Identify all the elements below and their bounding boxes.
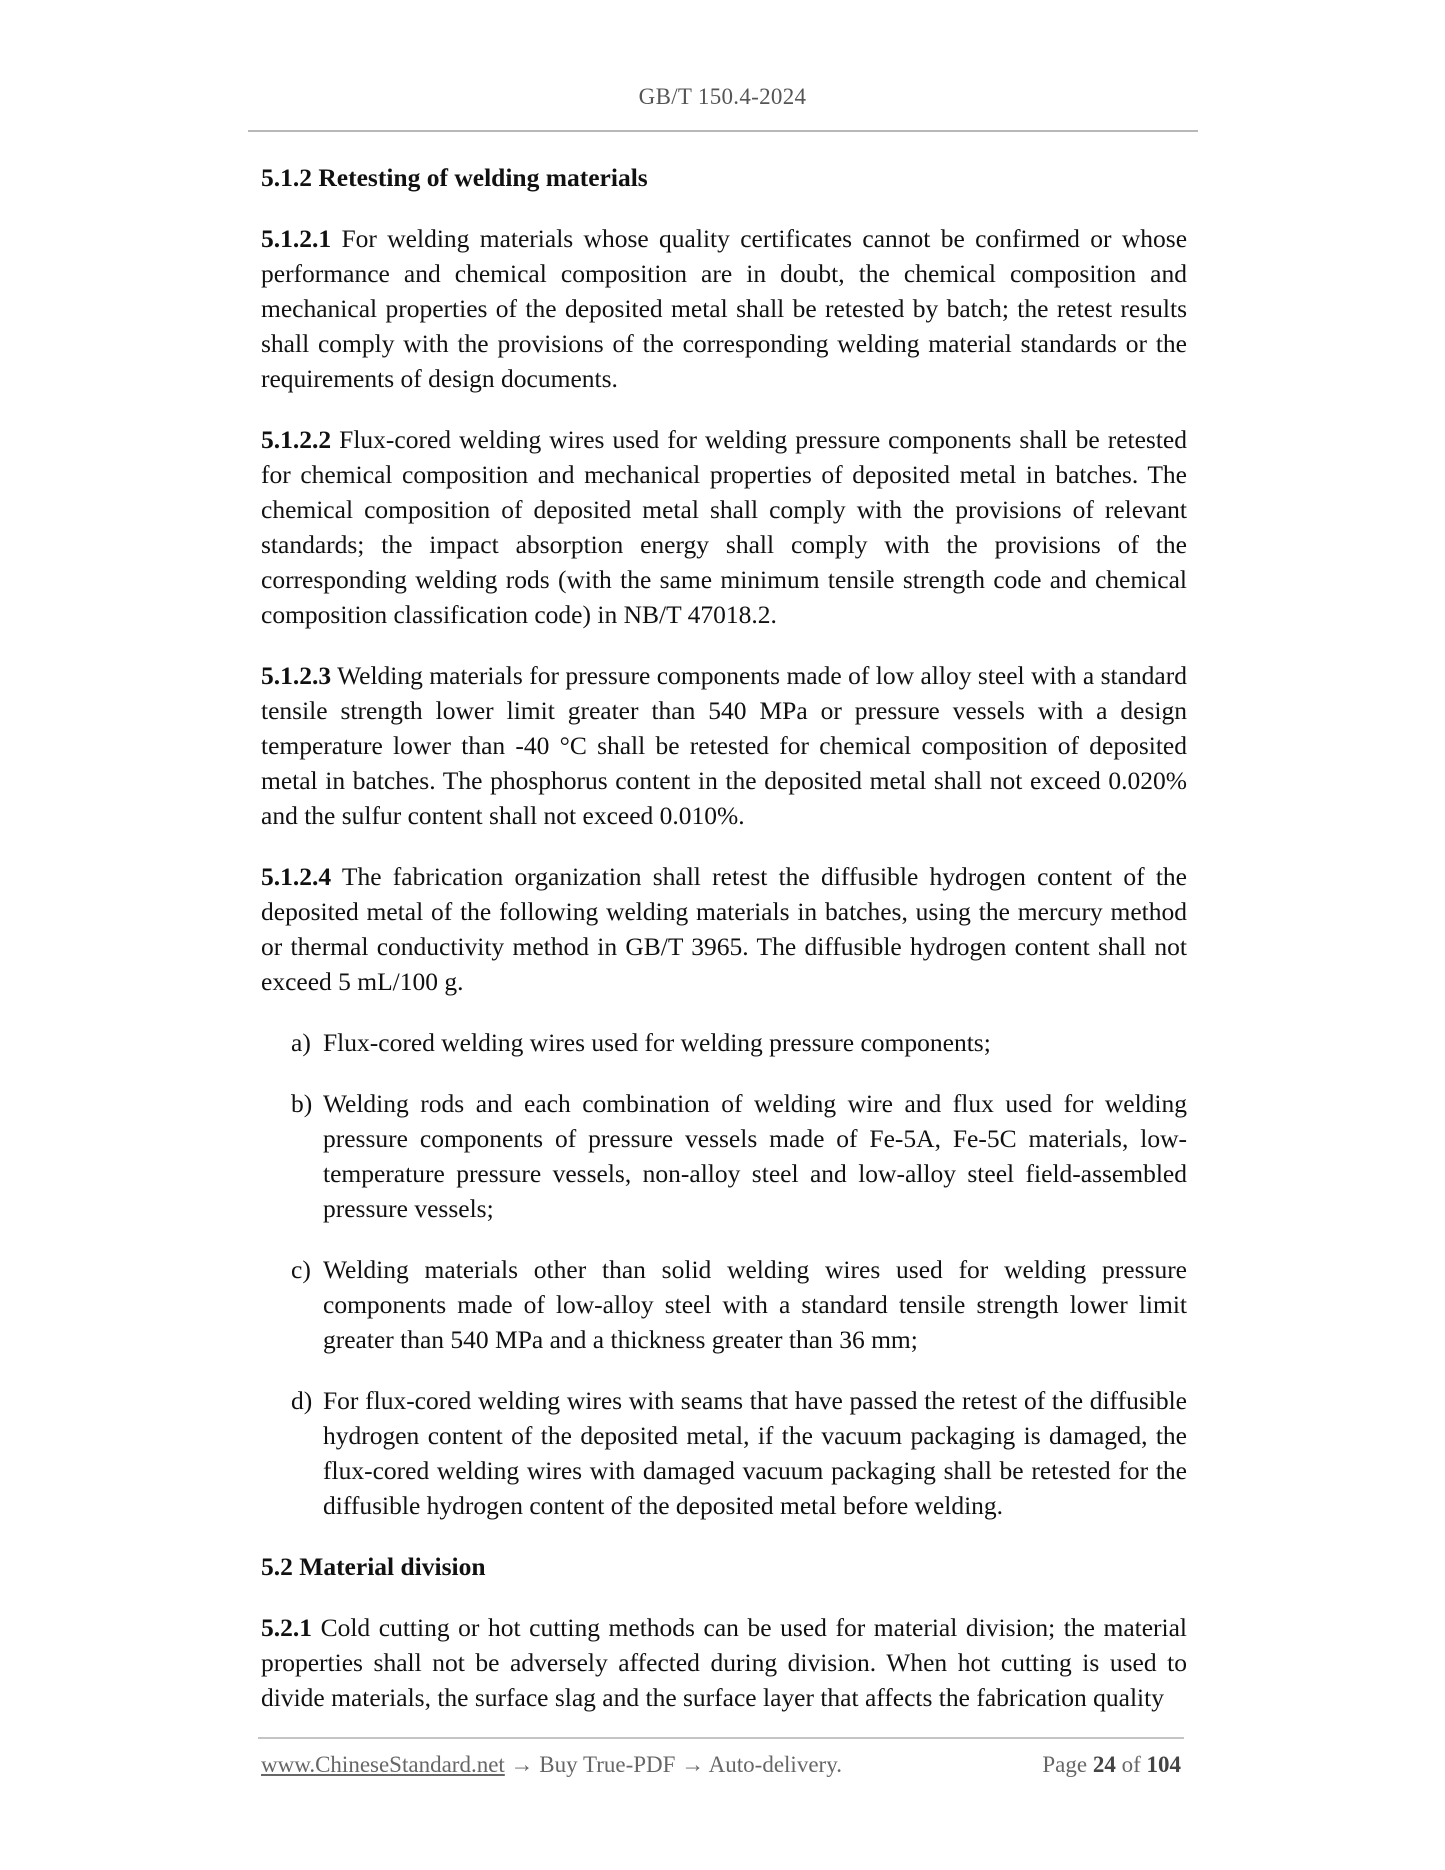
list-item-text: Welding materials other than solid welding wires used for welding pressure components made of low-alloy steel with a standard tensile strength lower limit greater than 540 MPa and a thickness greater than 36 mm; (323, 1255, 1187, 1354)
website-link[interactable]: www.ChineseStandard.net (261, 1752, 505, 1777)
of-label: of (1121, 1752, 1141, 1777)
footer-promo (261, 1752, 842, 1778)
clause-5-1-2-1 (261, 221, 1187, 396)
page-number: 24 (1092, 1752, 1116, 1777)
clause-5-1-2-2 (261, 422, 1187, 632)
list-item (291, 1086, 1187, 1226)
section-heading-5-1-2: 5.1.2 Retesting of welding materials (261, 163, 648, 192)
list-item-label: d) (291, 1386, 313, 1415)
list-item-label: c) (291, 1255, 311, 1284)
list-item-text: Flux-cored welding wires used for welding pressure components; (323, 1028, 991, 1057)
list-item-text: Welding rods and each combination of welding wire and flux used for welding pressure components of pressure vessels made of Fe-5A, Fe-5C materials, low-temperature pressure vessels, non-alloy steel and low-alloy steel field-assembled pressure vessels; (323, 1089, 1187, 1223)
list-item (291, 1252, 1187, 1357)
clause-number: 5.1.2.1 (261, 224, 332, 253)
clause-text: For welding materials whose quality certificates cannot be confirmed or whose performance and chemical composition are in doubt, the chemical composition and mechanical properties of the deposited metal shall be retested by batch; the retest results shall comply with the provisions of the corresponding welding material standards or the requirements of design documents. (261, 224, 1188, 393)
page-label: Page (1042, 1752, 1088, 1777)
clause-number: 5.1.2.4 (261, 862, 332, 891)
clause-5-1-2-3 (261, 658, 1187, 833)
list-item-text: For flux-cored welding wires with seams that have passed the retest of the diffusible hydrogen content of the deposited metal, if the vacuum packaging is damaged, the flux-cored welding wires with damaged vacuum packaging shall be retested for the diffusible hydrogen content of the deposited metal before welding. (323, 1386, 1187, 1520)
document-header: GB/T 150.4-2024 (638, 84, 807, 109)
buy-pdf-text: Buy True-PDF (539, 1752, 676, 1777)
clause-text: Flux-cored welding wires used for welding pressure components shall be retested for chemical composition and mechanical properties of deposited metal in batches. The chemical composition of deposited metal shall comply with the provisions of relevant standards; the impact absorption energy shall comply with the provisions of the corresponding welding rods (with the same minimum tensile strength code and chemical composition classification code) in NB/T 47018.2. (261, 425, 1187, 629)
clause-text: Welding materials for pressure components made of low alloy steel with a standard tensile strength lower limit greater than 540 MPa or pressure vessels with a design temperature lower than -40 °C shall be retested for chemical composition of deposited metal in batches. The phosphorus content in the deposited metal shall not exceed 0.020% and the sulfur content shall not exceed 0.010%. (261, 661, 1187, 830)
arrow-right-icon: → (681, 1752, 705, 1777)
page-indicator (1042, 1752, 1181, 1778)
list-item-label: b) (291, 1089, 313, 1118)
clause-5-1-2-4 (261, 859, 1187, 999)
list-item-label: a) (291, 1028, 311, 1057)
header-divider (248, 130, 1198, 132)
footer-divider (258, 1737, 1184, 1739)
clause-text: The fabrication organization shall retest the diffusible hydrogen content of the deposited metal of the following welding materials in batches, using the mercury method or thermal conductivity method in GB/T 3965. The diffusible hydrogen content shall not exceed 5 mL/100 g. (261, 862, 1188, 996)
page-total: 104 (1146, 1752, 1181, 1777)
clause-5-2-1 (261, 1610, 1187, 1715)
clause-number: 5.2.1 (261, 1613, 312, 1642)
arrow-right-icon: → (510, 1752, 534, 1777)
section-heading-5-2: 5.2 Material division (261, 1552, 486, 1581)
document-body (261, 160, 1187, 1741)
list-item (291, 1383, 1187, 1523)
clause-number: 5.1.2.2 (261, 425, 332, 454)
list-item (291, 1025, 1187, 1060)
clause-text: Cold cutting or hot cutting methods can be used for material division; the material properties shall not be adversely affected during division. When hot cutting is used to divide materials, the surface slag and the surface layer that affects the fabrication quality (261, 1613, 1188, 1712)
auto-delivery-text: Auto-delivery. (708, 1752, 842, 1777)
clause-number: 5.1.2.3 (261, 661, 332, 690)
